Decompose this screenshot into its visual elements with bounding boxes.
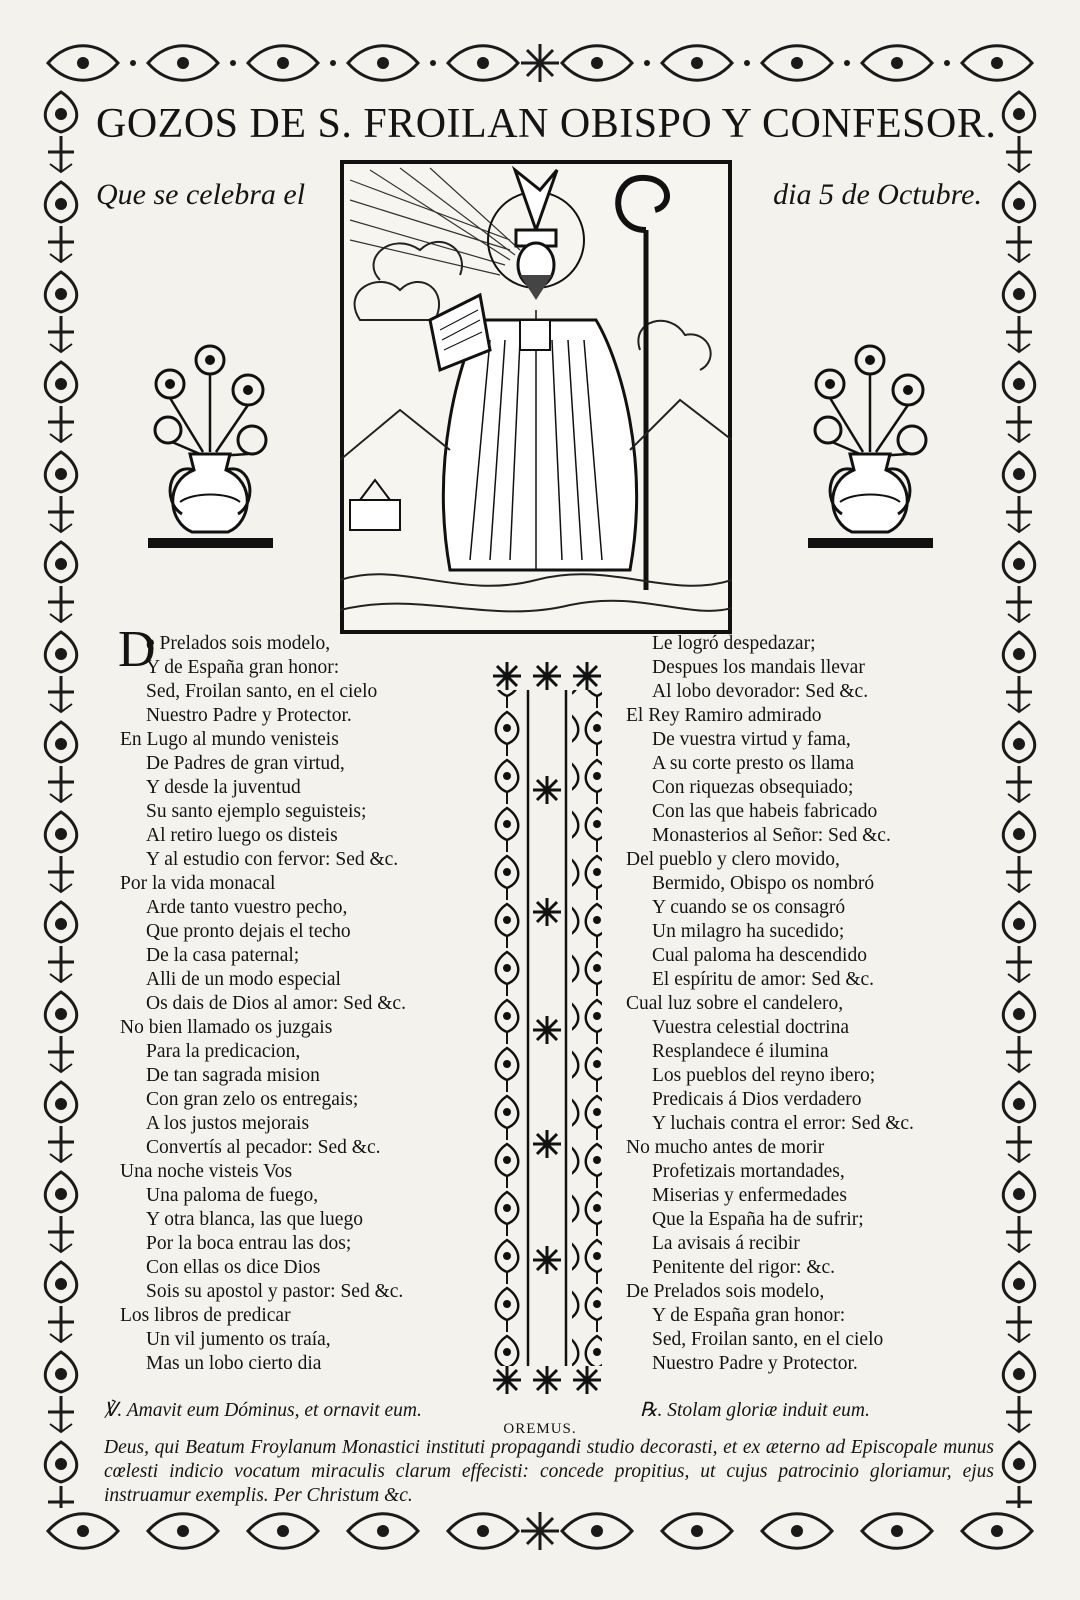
- verse-line: Los pueblos del reyno ibero;: [652, 1065, 876, 1086]
- flower-vase-right: [808, 342, 933, 557]
- oremus-heading: OREMUS.: [503, 1421, 577, 1437]
- verse-line: Por la vida monacal: [120, 873, 276, 894]
- verse-line: Sed, Froilan santo, en el cielo: [146, 681, 378, 702]
- verse-line: Arde tanto vuestro pecho,: [146, 897, 348, 918]
- verse-line: No mucho antes de morir: [626, 1137, 825, 1158]
- verse-line: Con ellas os dice Dios: [146, 1257, 321, 1278]
- center-column-ornament: [492, 660, 602, 1396]
- verse-line: Que pronto dejais el techo: [146, 921, 351, 942]
- verse-line: Mas un lobo cierto dia: [146, 1353, 322, 1374]
- verse-line: Con riquezas obsequiado;: [652, 777, 854, 798]
- verse-line: Penitente del rigor: &c.: [652, 1257, 836, 1278]
- verse-line: Que la España ha de sufrir;: [652, 1209, 864, 1230]
- verse-line: Despues los mandais llevar: [652, 657, 865, 678]
- verse-line: A los justos mejorais: [146, 1113, 310, 1134]
- verse-line: Convertís al pecador: Sed &c.: [146, 1137, 381, 1158]
- verse-line: Al lobo devorador: Sed &c.: [652, 681, 869, 702]
- verse-line: Vuestra celestial doctrina: [652, 1017, 849, 1038]
- verse-line: Para la predicacion,: [146, 1041, 301, 1062]
- verse-line: Os dais de Dios al amor: Sed &c.: [146, 993, 406, 1014]
- verse-line: La avisais á recibir: [652, 1233, 800, 1254]
- page-title: GOZOS DE S. FROILAN OBISPO Y CONFESOR.: [96, 101, 997, 147]
- verse-line: De vuestra virtud y fama,: [652, 729, 851, 750]
- ornamental-border-bottom: [38, 1508, 1042, 1554]
- verse-line: Cual paloma ha descendido: [652, 945, 867, 966]
- verse-line: Un milagro ha sucedido;: [652, 921, 845, 942]
- subtitle-left: Que se celebra el: [96, 178, 306, 211]
- verse-line: Nuestro Padre y Protector.: [652, 1353, 858, 1374]
- verse-line: Y cuando se os consagró: [652, 897, 846, 918]
- verse-line: Una paloma de fuego,: [146, 1185, 319, 1206]
- verse-line: Y al estudio con fervor: Sed &c.: [146, 849, 399, 870]
- versicle: ℣. Amavit eum Dóminus, et ornavit eum.: [104, 1400, 422, 1421]
- verse-line: Sois su apostol y pastor: Sed &c.: [146, 1281, 404, 1302]
- verse-line: Sed, Froilan santo, en el cielo: [652, 1329, 884, 1350]
- closing-prayer: Deus, qui Beatum Froylanum Monastici instituti propagandi studio decorasti, et ex æterno ad Episcopale munus cœlesti indicio vocatum miraculis clarum effecisti: concede propitius, ut cujus patrocinio gloriamur, ejus instruamur exemplis. Per Christum &c.: [104, 1437, 994, 1506]
- verse-line: Predicais á Dios verdadero: [652, 1089, 862, 1110]
- saint-bishop-woodcut: [340, 160, 732, 634]
- verse-line: Al retiro luego os disteis: [146, 825, 338, 846]
- verse-line: Le logró despedazar;: [652, 633, 816, 654]
- verse-line: Y de España gran honor:: [652, 1305, 846, 1326]
- verse-line: El espíritu de amor: Sed &c.: [652, 969, 875, 990]
- response: ℞. Stolam gloriæ induit eum.: [640, 1400, 870, 1421]
- verse-line: Y de España gran honor:: [146, 657, 340, 678]
- verse-line: Del pueblo y clero movido,: [626, 849, 840, 870]
- flower-vase-left: [148, 342, 273, 557]
- verse-line: Una noche visteis Vos: [120, 1161, 293, 1182]
- verse-line: De tan sagrada mision: [146, 1065, 320, 1086]
- verse-line: De Prelados sois modelo,: [626, 1281, 825, 1302]
- verse-line: Bermido, Obispo os nombró: [652, 873, 875, 894]
- verse-line: Cual luz sobre el candelero,: [626, 993, 844, 1014]
- verse-line: Monasterios al Señor: Sed &c.: [652, 825, 891, 846]
- ornamental-border-left: [38, 86, 84, 1508]
- verse-line: Alli de un modo especial: [146, 969, 341, 990]
- drop-capital: D: [118, 621, 156, 678]
- verse-line: Y otra blanca, las que luego: [146, 1209, 363, 1230]
- verse-line: No bien llamado os juzgais: [120, 1017, 333, 1038]
- verse-line: De la casa paternal;: [146, 945, 300, 966]
- subtitle-right: dia 5 de Octubre.: [773, 178, 982, 211]
- ornamental-border-top: [38, 40, 1042, 86]
- verse-line: El Rey Ramiro admirado: [626, 705, 822, 726]
- verse-line: Con las que habeis fabricado: [652, 801, 878, 822]
- verse-line: Y luchais contra el error: Sed &c.: [652, 1113, 914, 1134]
- verse-line: Resplandece é ilumina: [652, 1041, 829, 1062]
- verse-line: Los libros de predicar: [120, 1305, 291, 1326]
- verses-column-left: [120, 632, 490, 1376]
- verse-line: Profetizais mortandades,: [652, 1161, 845, 1182]
- verses-column-right: [626, 632, 1006, 1376]
- verse-line: e Prelados sois modelo,: [146, 633, 331, 654]
- verse-line: Con gran zelo os entregais;: [146, 1089, 359, 1110]
- verse-line: Un vil jumento os traía,: [146, 1329, 331, 1350]
- verse-line: En Lugo al mundo venisteis: [120, 729, 339, 750]
- verse-line: Y desde la juventud: [146, 777, 301, 798]
- verse-line: De Padres de gran virtud,: [146, 753, 345, 774]
- verse-line: Por la boca entrau las dos;: [146, 1233, 352, 1254]
- verse-line: Su santo ejemplo seguisteis;: [146, 801, 367, 822]
- verse-line: Miserias y enfermedades: [652, 1185, 847, 1206]
- verse-line: Nuestro Padre y Protector.: [146, 705, 352, 726]
- verse-line: A su corte presto os llama: [652, 753, 854, 774]
